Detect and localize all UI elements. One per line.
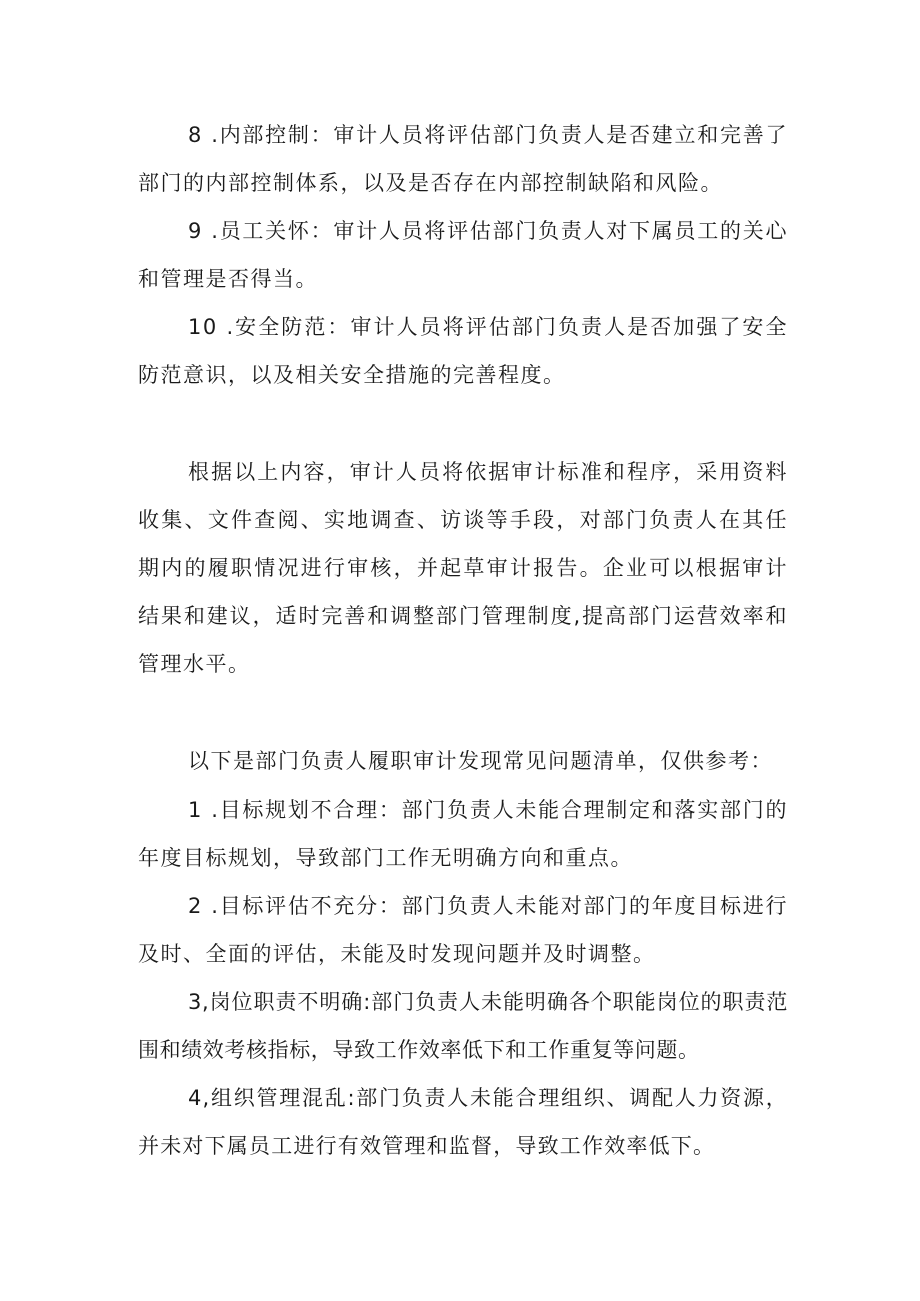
paragraph-issue-list-intro: 以下是部门负责人履职审计发现常见问题清单，仅供参考： — [188, 749, 773, 773]
paragraph-internal-control: 8 .内部控制：审计人员将评估部门负责人是否建立和完善了部门的内部控制体系，以及是否存在内部控制缺陷和风险。 — [138, 123, 788, 195]
paragraph-issue-4: 4,组织管理混乱:部门负责人未能合理组织、调配人力资源，并未对下属员工进行有效管理和监督，导致工作效率低下。 — [138, 1086, 788, 1158]
paragraph-issue-2: 2 .目标评估不充分：部门负责人未能对部门的年度目标进行及时、全面的评估，未能及时发现问题并及时调整。 — [138, 894, 788, 966]
paragraph-issue-1: 1 .目标规划不合理：部门负责人未能合理制定和落实部门的年度目标规划，导致部门工作无明确方向和重点。 — [138, 798, 788, 870]
paragraph-issue-3: 3,岗位职责不明确:部门负责人未能明确各个职能岗位的职责范围和绩效考核指标，导致工作效率低下和工作重复等问题。 — [138, 990, 788, 1062]
paragraph-employee-care: 9 .员工关怀：审计人员将评估部门负责人对下属员工的关心和管理是否得当。 — [138, 219, 788, 291]
paragraph-audit-summary: 根据以上内容，审计人员将依据审计标准和程序，采用资料收集、文件查阅、实地调查、访谈等手段，对部门负责人在其任期内的履职情况进行审核，并起草审计报告。企业可以根据审计结果和建议，适时完善和调整部门管理制度,提高部门运营效率和管理水平。 — [138, 460, 788, 676]
paragraph-safety-prevention: 10 .安全防范：审计人员将评估部门负责人是否加强了安全防范意识，以及相关安全措施的完善程度。 — [138, 315, 788, 387]
